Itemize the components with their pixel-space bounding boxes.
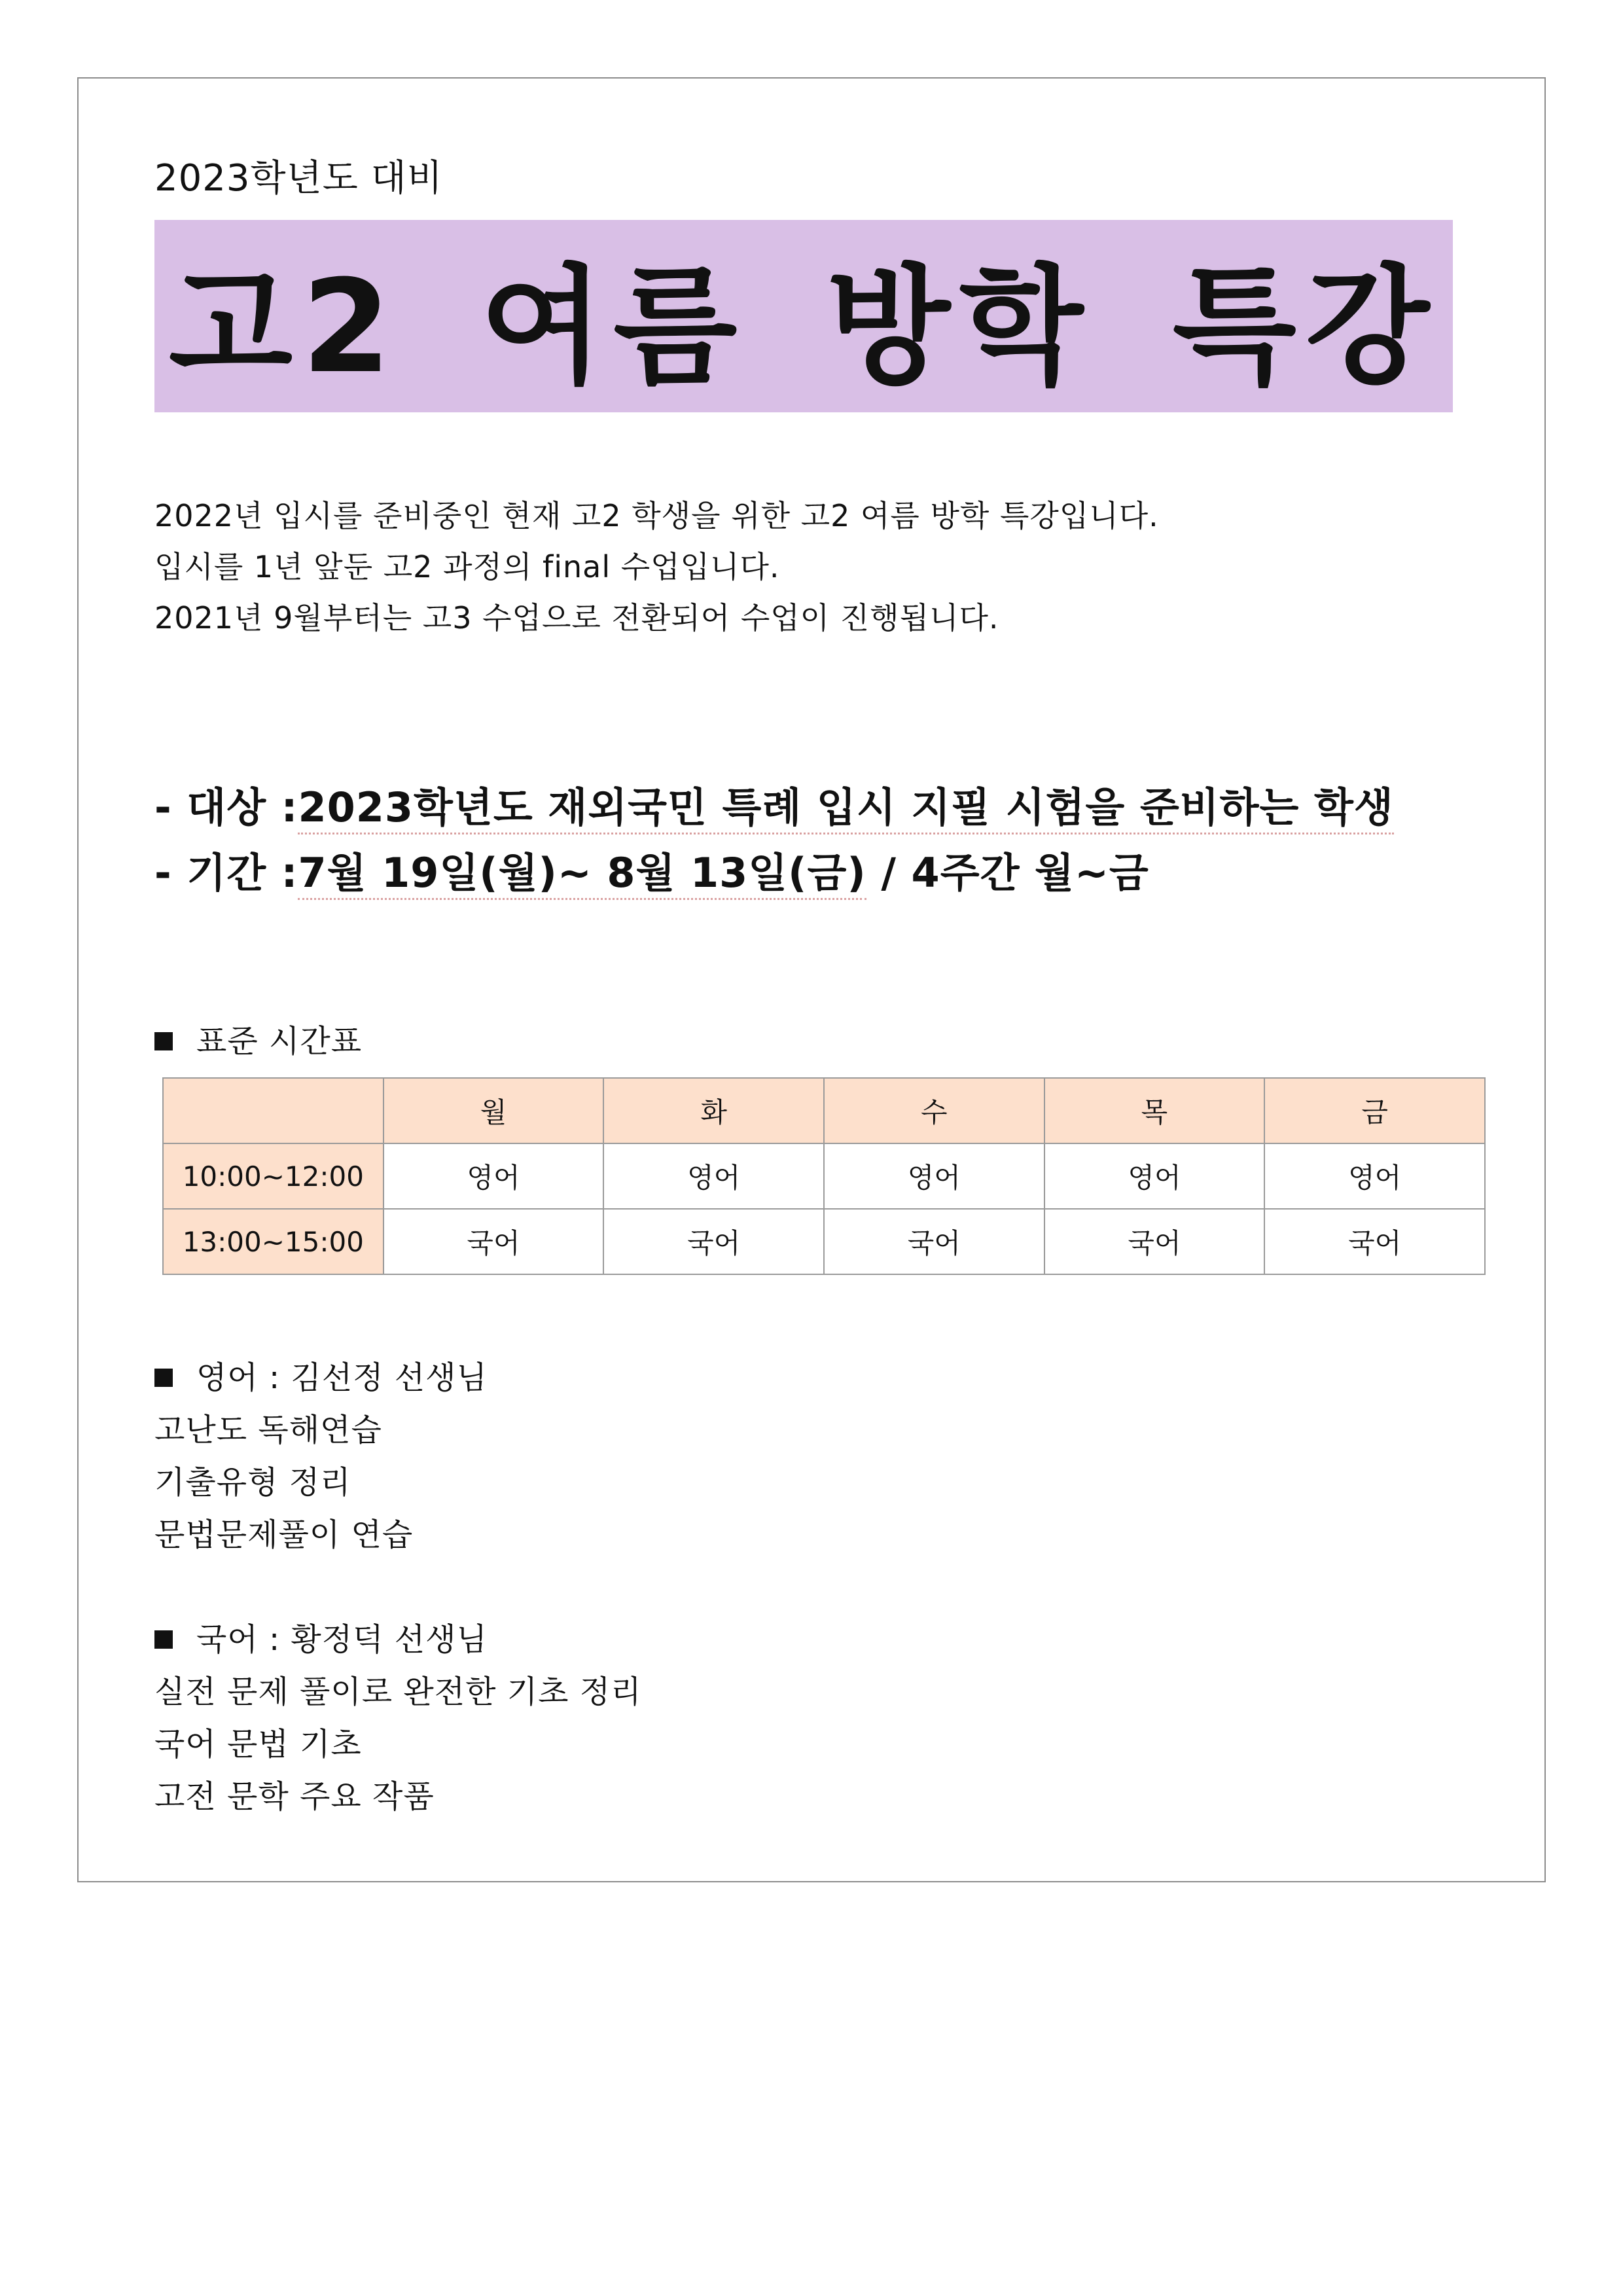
korean-heading-text: 국어 : 황정덕 선생님 bbox=[196, 1621, 488, 1658]
intro-line-3: 2021년 9월부터는 고3 수업으로 전환되어 수업이 진행됩니다. bbox=[154, 600, 999, 636]
subtitle: 2023학년도 대비 bbox=[154, 157, 443, 200]
list-item: 고난도 독해연습 bbox=[154, 1412, 382, 1448]
day-header-wed: 수 bbox=[824, 1078, 1044, 1143]
period-label: - 기간 : bbox=[154, 849, 298, 897]
class-cell: 영어 bbox=[1264, 1143, 1485, 1209]
target-value: 2023학년도 재외국민 특례 입시 지필 시험을 준비하는 학생 bbox=[298, 783, 1393, 834]
list-item: 기출유형 정리 bbox=[154, 1464, 351, 1501]
period-line bbox=[154, 840, 1149, 899]
period-value: 7월 19일(월)~ 8월 13일(금) bbox=[298, 849, 866, 900]
title-banner bbox=[154, 220, 1453, 412]
timetable-heading bbox=[154, 1016, 362, 1061]
square-bullet-icon bbox=[154, 1032, 173, 1050]
class-cell: 국어 bbox=[1044, 1209, 1265, 1274]
day-header-tue: 화 bbox=[603, 1078, 824, 1143]
timetable bbox=[162, 1077, 1486, 1275]
list-item: 실전 문제 풀이로 완전한 기초 정리 bbox=[154, 1674, 642, 1710]
timetable-heading-text: 표준 시간표 bbox=[196, 1023, 363, 1060]
period-suffix: / 4주간 월~금 bbox=[866, 849, 1149, 897]
english-heading-text: 영어 : 김선정 선생님 bbox=[196, 1359, 488, 1396]
time-slot-cell: 10:00~12:00 bbox=[163, 1143, 383, 1209]
timetable-header-row bbox=[163, 1078, 1485, 1143]
table-row bbox=[163, 1143, 1485, 1209]
class-cell: 국어 bbox=[603, 1209, 824, 1274]
intro-line-1: 2022년 입시를 준비중인 현재 고2 학생을 위한 고2 여름 방학 특강입니다. bbox=[154, 498, 1159, 533]
day-header-thu: 목 bbox=[1044, 1078, 1265, 1143]
list-item: 문법문제풀이 연습 bbox=[154, 1516, 414, 1553]
english-heading bbox=[154, 1352, 488, 1397]
korean-heading bbox=[154, 1614, 488, 1659]
day-header-mon: 월 bbox=[383, 1078, 604, 1143]
class-cell: 영어 bbox=[1044, 1143, 1265, 1209]
intro-line-2: 입시를 1년 앞둔 고2 과정의 final 수업입니다. bbox=[154, 549, 780, 584]
time-slot-cell: 13:00~15:00 bbox=[163, 1209, 383, 1274]
list-item: 국어 문법 기초 bbox=[154, 1726, 362, 1763]
class-cell: 국어 bbox=[383, 1209, 604, 1274]
class-cell: 영어 bbox=[383, 1143, 604, 1209]
page-title: 고2 여름 방학 특강 bbox=[168, 253, 1439, 402]
target-label: - 대상 : bbox=[154, 783, 298, 831]
target-line bbox=[154, 775, 1394, 833]
timetable-corner-cell bbox=[163, 1078, 383, 1143]
day-header-fri: 금 bbox=[1264, 1078, 1485, 1143]
class-cell: 국어 bbox=[824, 1209, 1044, 1274]
class-cell: 국어 bbox=[1264, 1209, 1485, 1274]
table-row bbox=[163, 1209, 1485, 1274]
list-item: 고전 문학 주요 작품 bbox=[154, 1778, 435, 1815]
class-cell: 영어 bbox=[603, 1143, 824, 1209]
square-bullet-icon bbox=[154, 1630, 173, 1649]
class-cell: 영어 bbox=[824, 1143, 1044, 1209]
square-bullet-icon bbox=[154, 1369, 173, 1387]
